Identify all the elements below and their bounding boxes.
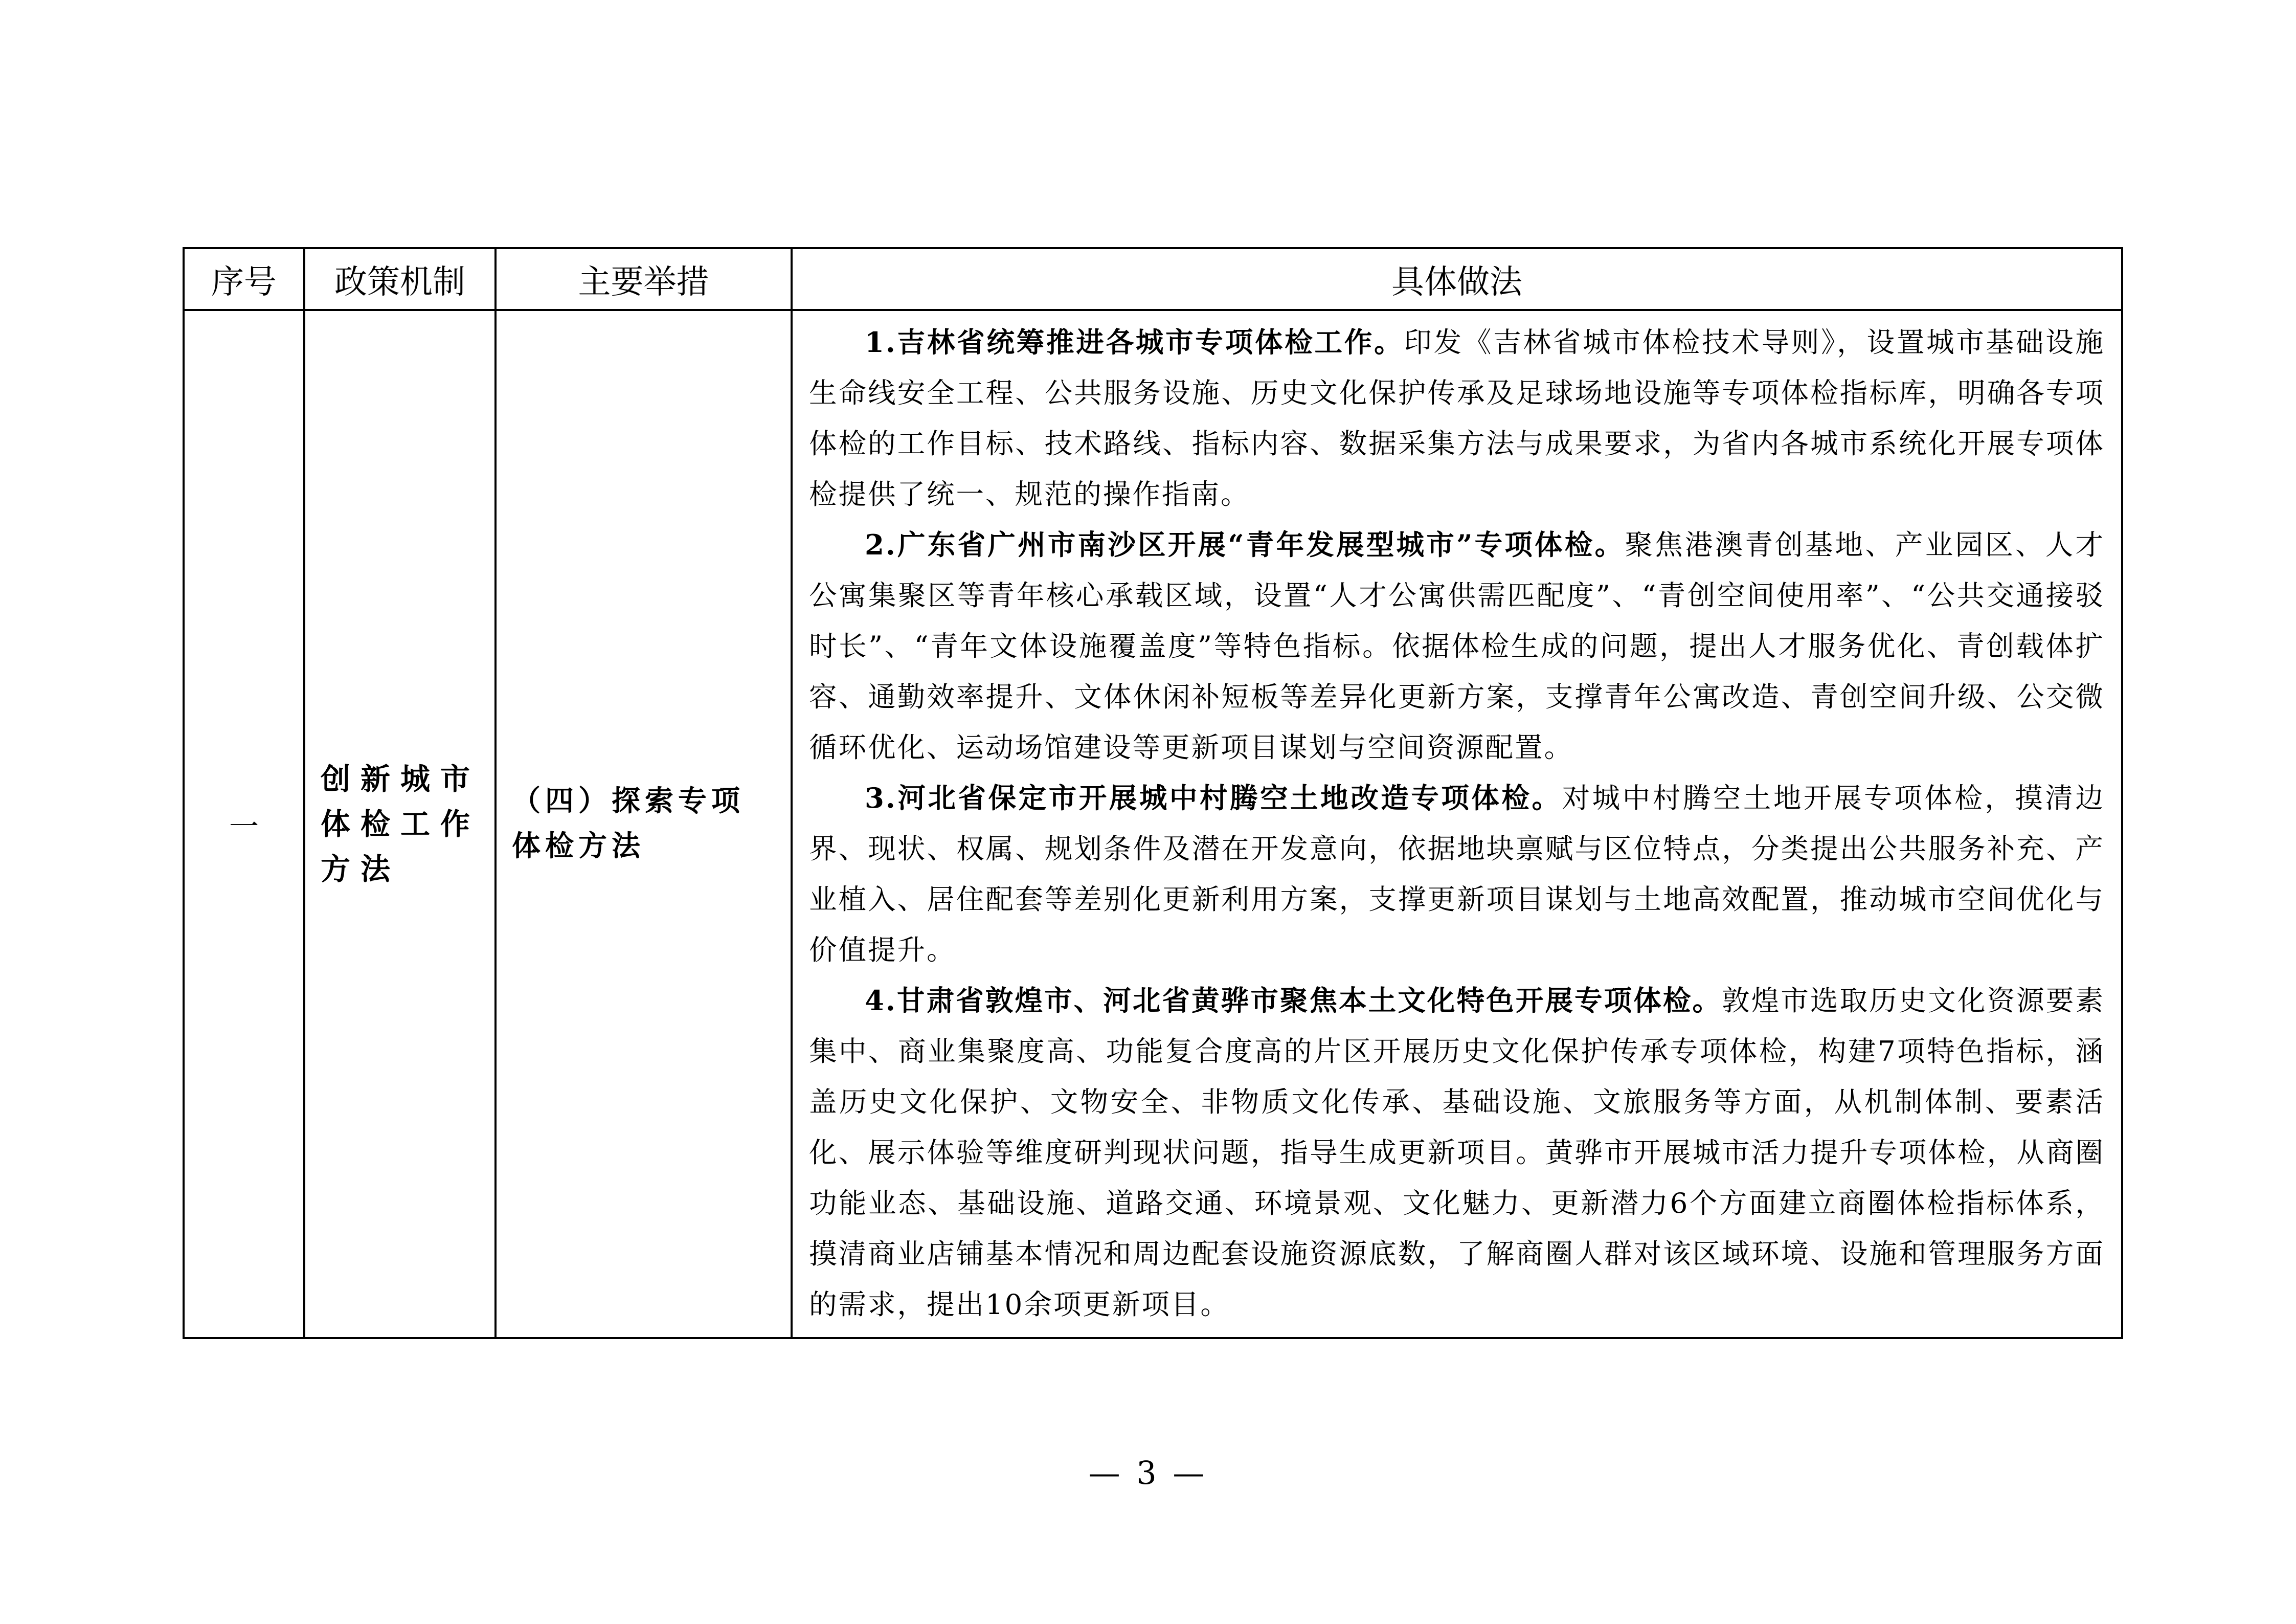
detail-paragraph-4	[809, 975, 2105, 1330]
detail-paragraph-2	[809, 520, 2105, 773]
detail-paragraph-2-title: 2.广东省广州市南沙区开展“青年发展型城市”专项体检。	[865, 528, 1625, 561]
row-measure: （四）探索专项体检方法	[496, 310, 792, 1338]
header-detail: 具体做法	[792, 248, 2122, 310]
header-policy: 政策机制	[304, 248, 496, 310]
detail-paragraph-3-title: 3.河北省保定市开展城中村腾空土地改造专项体检。	[865, 782, 1562, 814]
table-header-row	[184, 248, 2122, 310]
header-measure: 主要举措	[496, 248, 792, 310]
page-number: — 3 —	[1088, 1454, 1208, 1492]
detail-paragraph-4-title: 4.甘肃省敦煌市、河北省黄骅市聚焦本土文化特色开展专项体检。	[865, 984, 1722, 1017]
table-row	[184, 310, 2122, 1338]
detail-paragraph-3-body: 对城中村腾空土地开展专项体检，摸清边界、现状、权属、规划条件及潜在开发意向，依据地块禀赋与区位特点，分类提出公共服务补充、产业植入、居住配套等差别化更新利用方案，支撑更新项目谋划与土地高效配置，推动城市空间优化与价值提升。	[809, 782, 2105, 966]
row-policy: 创新城市体检工作方法	[304, 310, 496, 1338]
detail-paragraph-4-body: 敦煌市选取历史文化资源要素集中、商业集聚度高、功能复合度高的片区开展历史文化保护传承专项体检，构建7项特色指标，涵盖历史文化保护、文物安全、非物质文化传承、基础设施、文旅服务等方面，从机制体制、要素活化、展示体验等维度研判现状问题，指导生成更新项目。黄骅市开展城市活力提升专项体检，从商圈功能业态、基础设施、道路交通、环境景观、文化魅力、更新潜力6个方面建立商圈体检指标体系，摸清商业店铺基本情况和周边配套设施资源底数，了解商圈人群对该区域环境、设施和管理服务方面的需求，提出10余项更新项目。	[809, 984, 2105, 1321]
header-index: 序号	[184, 248, 304, 310]
detail-paragraph-1	[809, 317, 2105, 520]
row-index: 一	[184, 310, 304, 1338]
row-detail	[792, 310, 2122, 1338]
detail-paragraph-1-body: 印发《吉林省城市体检技术导则》，设置城市基础设施生命线安全工程、公共服务设施、历史文化保护传承及足球场地设施等专项体检指标库，明确各专项体检的工作目标、技术路线、指标内容、数据采集方法与成果要求，为省内各城市系统化开展专项体检提供了统一、规范的操作指南。	[809, 326, 2105, 510]
detail-paragraph-3	[809, 773, 2105, 975]
detail-paragraph-1-title: 1.吉林省统筹推进各城市专项体检工作。	[865, 326, 1404, 359]
detail-paragraph-2-body: 聚焦港澳青创基地、产业园区、人才公寓集聚区等青年核心承载区域，设置“人才公寓供需匹配度”、“青创空间使用率”、“公共交通接驳时长”、“青年文体设施覆盖度”等特色指标。依据体检生成的问题，提出人才服务优化、青创载体扩容、通勤效率提升、文体休闲补短板等差异化更新方案，支撑青年公寓改造、青创空间升级、公交微循环优化、运动场馆建设等更新项目谋划与空间资源配置。	[809, 528, 2105, 764]
policy-table	[183, 247, 2123, 1339]
